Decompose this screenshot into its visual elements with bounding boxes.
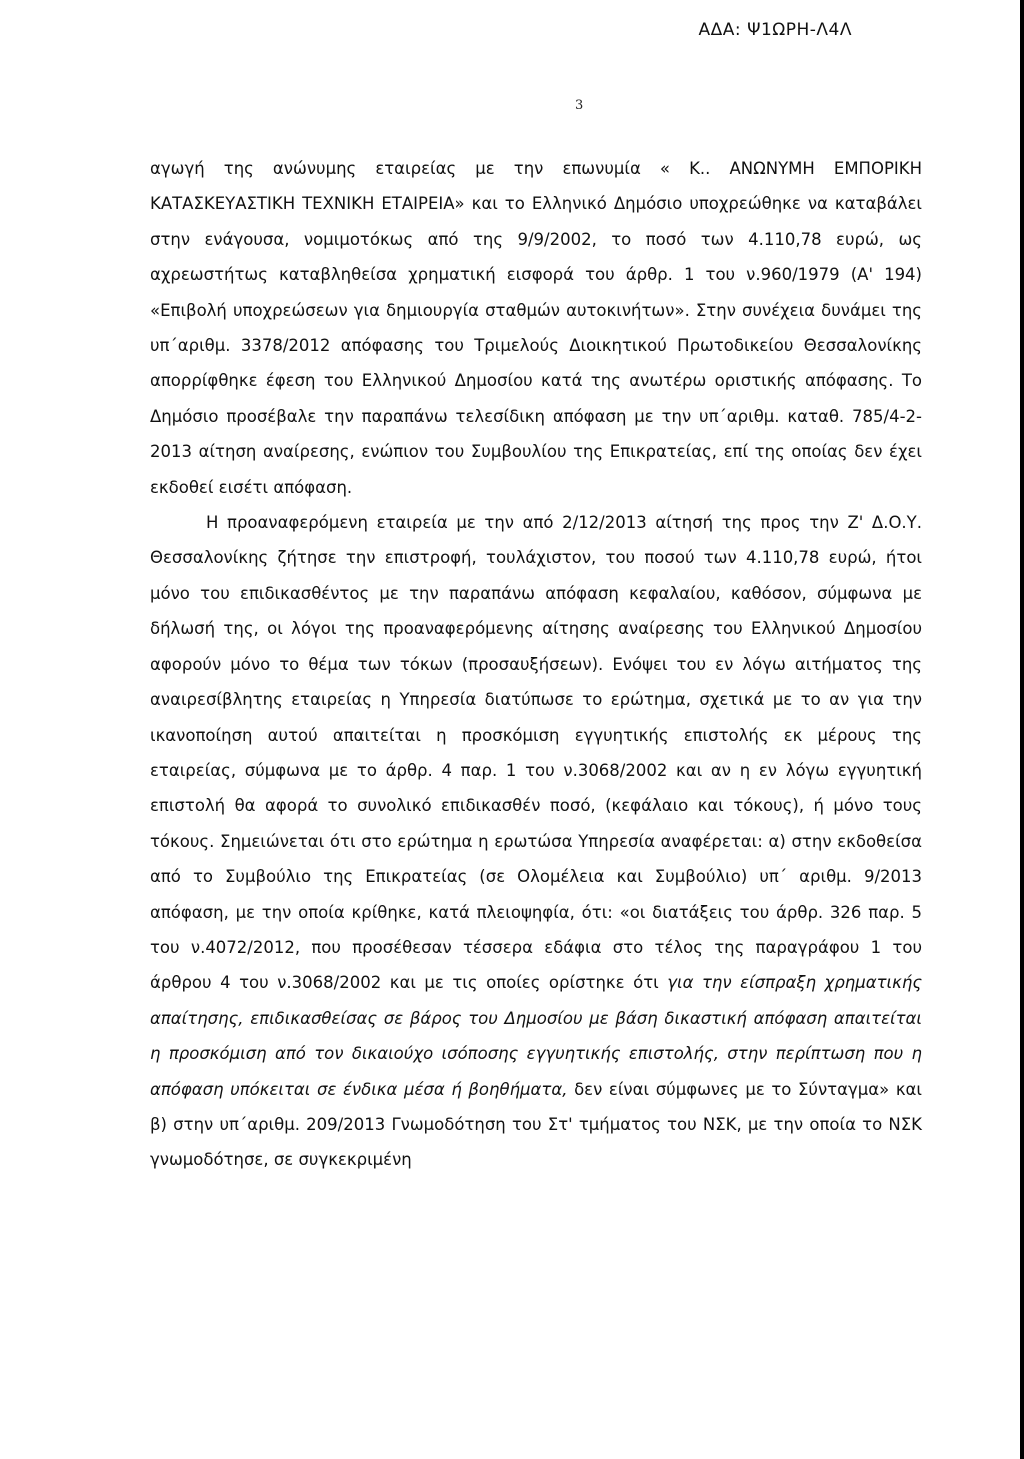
paragraph-2: [150, 505, 922, 1178]
scan-edge: [1020, 0, 1024, 1459]
page-number: 3: [575, 98, 584, 113]
body-text: [150, 151, 922, 1178]
paragraph-2-text-end: δεν είναι σύμφωνες με το Σύνταγμα» και β) στην υπ΄αριθμ. 209/2013 Γνωμοδότηση του Στ' τμήματος του ΝΣΚ, με την οποία το ΝΣΚ γνωμοδότησε, σε συγκεκριμένη: [150, 1079, 922, 1170]
ada-code: ΑΔΑ: Ψ1ΩΡΗ-Λ4Λ: [698, 20, 852, 40]
paragraph-2-italic-quote: για την είσπραξη χρηματικής απαίτησης, επιδικασθείσας σε βάρος του Δημοσίου με βάση δικαστική απόφαση απαιτείται η προσκόμιση από τον δικαιούχο ισόποσης εγγυητικής επιστολής, στην περίπτωση που η απόφαση υπόκειται σε ένδικα μέσα ή βοηθήματα,: [150, 973, 923, 1099]
paragraph-1: αγωγή της ανώνυμης εταιρείας με την επωνυμία « Κ.. ΑΝΩΝΥΜΗ ΕΜΠΟΡΙΚΗ ΚΑΤΑΣΚΕΥΑΣΤΙΚΗ ΤΕΧΝΙΚΗ ΕΤΑΙΡΕΙΑ» και το Ελληνικό Δημόσιο υποχρεώθηκε να καταβάλει στην ενάγουσα, νομιμοτόκως από της 9/9/2002, το ποσό των 4.110,78 ευρώ, ως αχρεωστήτως καταβληθείσα χρηματική εισφορά του άρθρ. 1 του ν.960/1979 (Α' 194) «Επιβολή υποχρεώσεων για δημιουργία σταθμών αυτοκινήτων». Στην συνέχεια δυνάμει της υπ΄αριθμ. 3378/2012 απόφασης του Τριμελούς Διοικητικού Πρωτοδικείου Θεσσαλονίκης απορρίφθηκε έφεση του Ελληνικού Δημοσίου κατά της ανωτέρω οριστικής απόφασης. Το Δημόσιο προσέβαλε την παραπάνω τελεσίδικη απόφαση με την υπ΄αριθμ. καταθ. 785/4-2-2013 αίτηση αναίρεσης, ενώπιον του Συμβουλίου της Επικρατείας, επί της οποίας δεν έχει εκδοθεί εισέτι απόφαση.: [150, 159, 922, 497]
paragraph-2-text-start: Η προαναφερόμενη εταιρεία με την από 2/12/2013 αίτησή της προς την Ζ' Δ.Ο.Υ. Θεσσαλονίκης ζήτησε την επιστροφή, τουλάχιστον, του ποσού των 4.110,78 ευρώ, ήτοι μόνο του επιδικασθέντος με την παραπάνω απόφαση κεφαλαίου, καθόσον, σύμφωνα με δήλωσή της, οι λόγοι της προαναφερόμενης αίτησης αναίρεσης του Ελληνικού Δημοσίου αφορούν μόνο το θέμα των τόκων (προσαυξήσεων). Ενόψει του εν λόγω αιτήματος της αναιρεσίβλητης εταιρείας η Υπηρεσία διατύπωσε το ερώτημα, σχετικά με το αν για την ικανοποίηση αυτού απαιτείται η προσκόμιση εγγυητικής επιστολής εκ μέρους της εταιρείας, σύμφωνα με το άρθρ. 4 παρ. 1 του ν.3068/2002 και αν η εν λόγω εγγυητική επιστολή θα αφορά το συνολικό επιδικασθέν ποσό, (κεφάλαιο και τόκους), ή μόνο τους τόκους. Σημειώνεται ότι στο ερώτημα η ερωτώσα Υπηρεσία αναφέρεται: α) στην εκδοθείσα από το Συμβούλιο της Επικρατείας (σε Ολομέλεια και Συμβούλιο) υπ΄ αριθμ. 9/2013 απόφαση, με την οποία κρίθηκε, κατά πλειοψηφία, ότι: «οι διατάξεις του άρθρ. 326 παρ. 5 του ν.4072/2012, που προσέθεσαν τέσσερα εδάφια στο τέλος της παραγράφου 1 του άρθρου 4 του ν.3068/2002 και με τις οποίες ορίστηκε ότι: [150, 513, 922, 993]
